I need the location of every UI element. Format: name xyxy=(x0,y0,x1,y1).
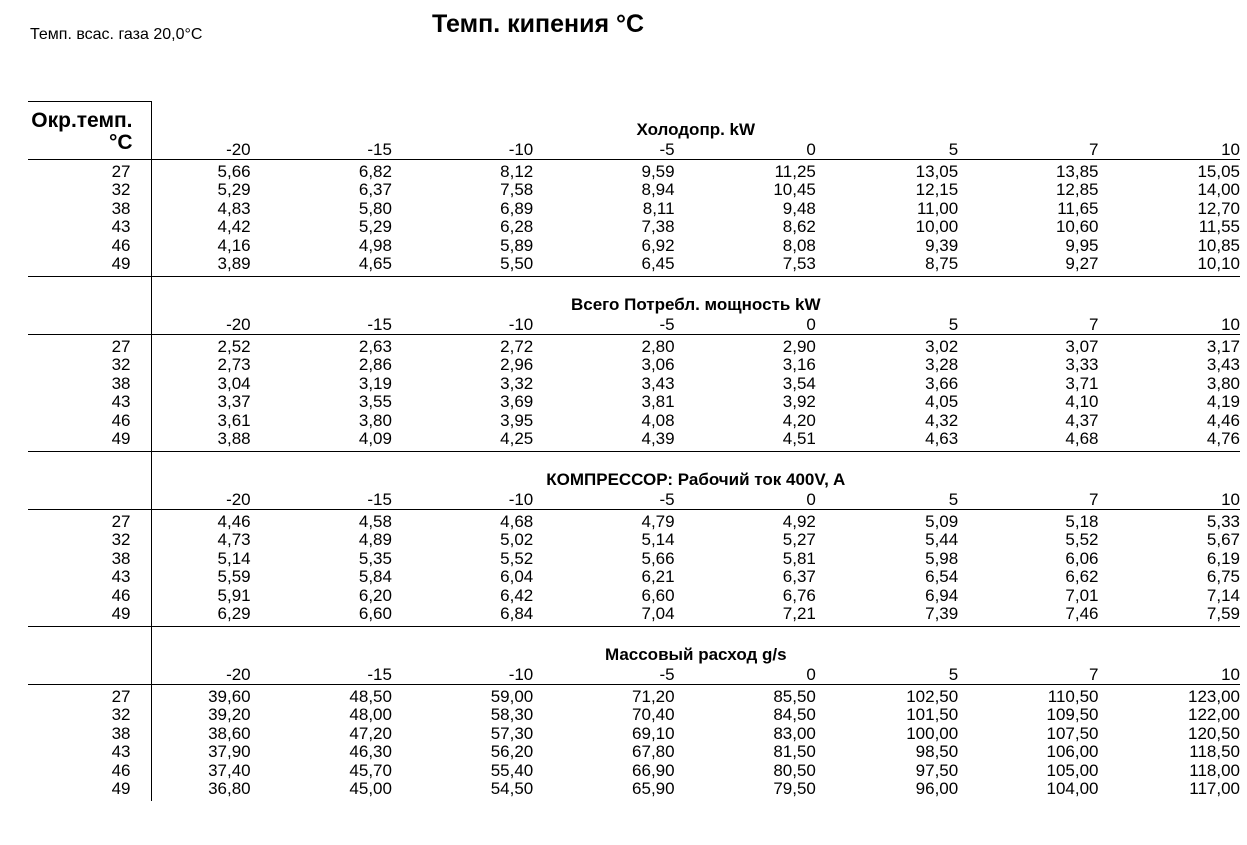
value-cell: 8,62 xyxy=(782,217,816,236)
value-cell: 105,00 xyxy=(1046,760,1099,780)
value-cell: 6,84 xyxy=(392,605,533,626)
value-cell: 39,20 xyxy=(208,705,251,724)
value-cell: 7,01 xyxy=(1065,585,1099,605)
value-cell: 4,37 xyxy=(1065,410,1099,430)
value-cell: 45,70 xyxy=(349,760,392,780)
value-cell: 3,02 xyxy=(925,336,959,356)
value-cell: 4,73 xyxy=(217,530,251,549)
value-cell: 12,15 xyxy=(915,180,959,199)
value-cell: 3,92 xyxy=(782,392,816,411)
value-cell: 120,50 xyxy=(1188,723,1240,743)
value-cell: 6,06 xyxy=(1065,548,1099,568)
evap-temp-header: 10 xyxy=(1099,490,1240,510)
value-cell: 5,29 xyxy=(358,217,392,236)
value-cell: 11,25 xyxy=(774,161,816,181)
evap-temp-header: -10 xyxy=(392,315,533,335)
ambient-temp-cell: 32 xyxy=(28,181,151,200)
page-title: Темп. кипения °C xyxy=(432,10,645,38)
value-cell: 15,05 xyxy=(1197,161,1240,181)
value-cell: 7,53 xyxy=(675,255,816,276)
value-cell: 3,95 xyxy=(500,410,534,430)
value-cell: 45,00 xyxy=(349,779,392,798)
value-cell: 3,17 xyxy=(1206,336,1240,356)
value-cell: 2,96 xyxy=(500,355,534,374)
section-title: Холодопр. kW xyxy=(636,119,756,139)
evap-temp-header: -15 xyxy=(251,315,392,335)
value-cell: 3,61 xyxy=(217,410,251,430)
table-row xyxy=(28,568,1240,587)
table-row xyxy=(28,159,1240,181)
evap-temp-header: 7 xyxy=(958,490,1098,510)
value-cell: 3,28 xyxy=(925,355,959,374)
table-row xyxy=(28,550,1240,569)
value-cell: 6,37 xyxy=(358,180,392,199)
value-cell: 11,55 xyxy=(1198,217,1240,236)
evap-temp-header-row xyxy=(28,140,1240,160)
value-cell: 4,68 xyxy=(958,430,1098,451)
value-cell: 6,89 xyxy=(500,198,534,218)
value-cell: 37,90 xyxy=(208,742,251,761)
value-cell: 6,45 xyxy=(533,255,674,276)
table-row xyxy=(28,237,1240,256)
value-cell: 96,00 xyxy=(915,779,959,798)
value-cell: 4,98 xyxy=(358,235,392,255)
value-cell: 5,66 xyxy=(641,548,675,568)
value-cell: 10,85 xyxy=(1197,235,1240,255)
evap-temp-header: 5 xyxy=(816,140,958,160)
value-cell: 5,81 xyxy=(782,548,816,568)
value-cell: 4,39 xyxy=(533,430,674,451)
evap-temp-header: -20 xyxy=(151,490,251,510)
value-cell: 5,35 xyxy=(358,548,392,568)
value-cell: 3,07 xyxy=(1065,336,1099,356)
value-cell: 8,94 xyxy=(641,180,675,199)
ambient-temp-cell: 46 xyxy=(28,412,151,431)
ambient-temp-cell: 43 xyxy=(28,568,151,587)
value-cell: 4,92 xyxy=(782,511,816,531)
value-cell: 5,84 xyxy=(358,567,392,586)
value-cell: 123,00 xyxy=(1188,686,1240,706)
section-title: КОМПРЕССОР: Рабочий ток 400V, A xyxy=(546,469,846,489)
table-row xyxy=(28,200,1240,219)
value-cell: 6,62 xyxy=(1065,567,1099,586)
value-cell: 4,46 xyxy=(1206,410,1240,430)
value-cell: 38,60 xyxy=(208,723,251,743)
ambient-temp-cell: 43 xyxy=(28,743,151,762)
value-cell: 5,89 xyxy=(500,235,534,255)
value-cell: 7,14 xyxy=(1206,585,1240,605)
value-cell: 5,14 xyxy=(217,548,251,568)
value-cell: 6,92 xyxy=(641,235,675,255)
value-cell: 106,00 xyxy=(1046,742,1099,761)
evap-temp-header: -20 xyxy=(151,665,251,685)
value-cell: 10,45 xyxy=(773,180,816,199)
evap-temp-header: -15 xyxy=(251,140,392,160)
value-cell: 5,02 xyxy=(500,530,534,549)
value-cell: 13,05 xyxy=(915,161,959,181)
value-cell: 3,88 xyxy=(151,430,251,451)
value-cell: 6,54 xyxy=(925,567,959,586)
evap-temp-header: -10 xyxy=(392,490,533,510)
evap-temp-header: -20 xyxy=(151,315,251,335)
value-cell: 3,89 xyxy=(151,255,251,276)
value-cell: 39,60 xyxy=(208,686,251,706)
value-cell: 66,90 xyxy=(632,760,675,780)
value-cell: 2,63 xyxy=(358,336,392,356)
value-cell: 3,06 xyxy=(641,355,675,374)
evap-temp-header: 10 xyxy=(1099,140,1240,160)
value-cell: 3,80 xyxy=(1206,373,1240,393)
value-cell: 4,76 xyxy=(1099,430,1240,451)
value-cell: 83,00 xyxy=(773,723,816,743)
evap-temp-header: 0 xyxy=(675,665,816,685)
value-cell: 11,65 xyxy=(1057,198,1099,218)
value-cell: 4,08 xyxy=(641,410,675,430)
value-cell: 59,00 xyxy=(490,686,534,706)
value-cell: 46,30 xyxy=(349,742,392,761)
evap-temp-header: -10 xyxy=(392,140,533,160)
evap-temp-header: 5 xyxy=(816,490,958,510)
value-cell: 65,90 xyxy=(632,779,675,798)
table-row xyxy=(28,706,1240,725)
value-cell: 6,60 xyxy=(641,585,675,605)
value-cell: 2,86 xyxy=(358,355,392,374)
table-row xyxy=(28,743,1240,762)
section-title-row xyxy=(28,626,1240,665)
evap-temp-header: -5 xyxy=(533,490,674,510)
value-cell: 48,00 xyxy=(349,705,392,724)
value-cell: 7,21 xyxy=(675,605,816,626)
value-cell: 5,59 xyxy=(217,567,251,586)
evap-temp-header: 0 xyxy=(675,490,816,510)
value-cell: 6,19 xyxy=(1206,548,1240,568)
value-cell: 56,20 xyxy=(490,742,534,761)
evap-temp-header: 7 xyxy=(958,140,1098,160)
value-cell: 4,42 xyxy=(217,217,251,236)
value-cell: 6,20 xyxy=(358,585,392,605)
value-cell: 101,50 xyxy=(906,705,959,724)
value-cell: 81,50 xyxy=(773,742,816,761)
ambient-temp-cell: 27 xyxy=(28,684,151,706)
value-cell: 4,25 xyxy=(392,430,533,451)
ambient-temp-cell: 49 xyxy=(28,780,151,801)
value-cell: 102,50 xyxy=(906,686,959,706)
value-cell: 5,98 xyxy=(925,548,959,568)
value-cell: 7,04 xyxy=(533,605,674,626)
value-cell: 97,50 xyxy=(915,760,959,780)
value-cell: 10,00 xyxy=(915,217,959,236)
value-cell: 2,80 xyxy=(641,336,675,356)
value-cell: 4,58 xyxy=(358,511,392,531)
value-cell: 8,75 xyxy=(816,255,958,276)
value-cell: 6,76 xyxy=(782,585,816,605)
value-cell: 6,37 xyxy=(782,567,816,586)
value-cell: 4,46 xyxy=(217,511,251,531)
value-cell: 8,08 xyxy=(782,235,816,255)
value-cell: 110,50 xyxy=(1047,686,1099,706)
value-cell: 4,19 xyxy=(1206,392,1240,411)
value-cell: 107,50 xyxy=(1046,723,1099,743)
value-cell: 100,00 xyxy=(906,723,959,743)
value-cell: 7,59 xyxy=(1099,605,1240,626)
evap-temp-header: 10 xyxy=(1099,315,1240,335)
value-cell: 3,19 xyxy=(358,373,392,393)
ambient-temp-cell: 43 xyxy=(28,218,151,237)
ambient-temp-cell: 46 xyxy=(28,237,151,256)
value-cell: 6,28 xyxy=(500,217,534,236)
value-cell: 3,32 xyxy=(500,373,534,393)
value-cell: 9,95 xyxy=(1065,235,1099,255)
value-cell: 4,16 xyxy=(217,235,251,255)
ambient-temp-cell: 49 xyxy=(28,255,151,276)
value-cell: 4,79 xyxy=(641,511,675,531)
value-cell: 67,80 xyxy=(632,742,675,761)
value-cell: 3,16 xyxy=(782,355,816,374)
value-cell: 118,50 xyxy=(1189,742,1240,761)
ambient-temp-cell: 49 xyxy=(28,430,151,451)
value-cell: 5,66 xyxy=(217,161,251,181)
table-row xyxy=(28,780,1240,801)
ambient-temp-cell: 38 xyxy=(28,375,151,394)
value-cell: 58,30 xyxy=(490,705,534,724)
table-row xyxy=(28,412,1240,431)
table-row xyxy=(28,181,1240,200)
value-cell: 8,11 xyxy=(642,198,675,218)
ambient-temp-cell: 38 xyxy=(28,550,151,569)
value-cell: 122,00 xyxy=(1188,705,1240,724)
value-cell: 12,85 xyxy=(1055,180,1099,199)
value-cell: 13,85 xyxy=(1055,161,1099,181)
value-cell: 5,67 xyxy=(1206,530,1240,549)
value-cell: 11,00 xyxy=(916,198,959,218)
value-cell: 5,52 xyxy=(500,548,534,568)
value-cell: 3,54 xyxy=(782,373,816,393)
value-cell: 71,20 xyxy=(632,686,675,706)
value-cell: 4,89 xyxy=(358,530,392,549)
value-cell: 3,81 xyxy=(641,392,675,411)
value-cell: 57,30 xyxy=(490,723,534,743)
value-cell: 36,80 xyxy=(208,779,251,798)
value-cell: 5,80 xyxy=(358,198,392,218)
section-title: Массовый расход g/s xyxy=(604,644,787,664)
value-cell: 6,75 xyxy=(1206,567,1240,586)
table-row xyxy=(28,762,1240,781)
value-cell: 12,70 xyxy=(1197,198,1240,218)
value-cell: 9,39 xyxy=(925,235,959,255)
value-cell: 3,66 xyxy=(925,373,959,393)
value-cell: 5,18 xyxy=(1065,511,1099,531)
value-cell: 85,50 xyxy=(773,686,816,706)
value-cell: 2,52 xyxy=(217,336,251,356)
value-cell: 9,27 xyxy=(958,255,1098,276)
suction-gas-temp-note: Темп. всас. газа 20,0°C xyxy=(30,26,203,43)
value-cell: 4,20 xyxy=(782,410,816,430)
evap-temp-header: -5 xyxy=(533,315,674,335)
section-title-row xyxy=(28,102,1240,140)
ambient-temp-cell: 46 xyxy=(28,762,151,781)
value-cell: 6,42 xyxy=(500,585,534,605)
value-cell: 5,91 xyxy=(217,585,251,605)
evap-temp-header: -15 xyxy=(251,665,392,685)
value-cell: 2,90 xyxy=(782,336,816,356)
value-cell: 4,68 xyxy=(500,511,534,531)
table-row xyxy=(28,587,1240,606)
value-cell: 80,50 xyxy=(773,760,816,780)
value-cell: 37,40 xyxy=(208,760,251,780)
value-cell: 3,69 xyxy=(500,392,534,411)
value-cell: 10,60 xyxy=(1055,217,1099,236)
value-cell: 4,51 xyxy=(675,430,816,451)
corner-cell xyxy=(28,276,151,334)
table-row xyxy=(28,430,1240,451)
value-cell: 4,05 xyxy=(925,392,959,411)
value-cell: 6,60 xyxy=(251,605,392,626)
section-title-row xyxy=(28,276,1240,315)
value-cell: 4,10 xyxy=(1065,392,1099,411)
value-cell: 3,55 xyxy=(358,392,392,411)
value-cell: 5,52 xyxy=(1065,530,1099,549)
table-row xyxy=(28,605,1240,626)
ambient-temp-cell: 49 xyxy=(28,605,151,626)
value-cell: 5,09 xyxy=(925,511,959,531)
value-cell: 4,65 xyxy=(251,255,392,276)
ambient-temp-cell: 27 xyxy=(28,334,151,356)
value-cell: 5,33 xyxy=(1206,511,1240,531)
ambient-temp-cell: 46 xyxy=(28,587,151,606)
value-cell: 5,29 xyxy=(217,180,251,199)
value-cell: 3,43 xyxy=(1206,355,1240,374)
value-cell: 3,43 xyxy=(641,373,675,393)
value-cell: 3,71 xyxy=(1065,373,1099,393)
table-row xyxy=(28,334,1240,356)
evap-temp-header: -20 xyxy=(151,140,251,160)
section-title-row xyxy=(28,451,1240,490)
value-cell: 54,50 xyxy=(490,779,534,798)
evap-temp-header: 7 xyxy=(958,665,1098,685)
evap-temp-header-row xyxy=(28,490,1240,510)
value-cell: 10,10 xyxy=(1099,255,1240,276)
table-row xyxy=(28,393,1240,412)
evap-temp-header: -10 xyxy=(392,665,533,685)
value-cell: 2,73 xyxy=(217,355,251,374)
value-cell: 70,40 xyxy=(632,705,675,724)
value-cell: 117,00 xyxy=(1189,779,1240,798)
ambient-temp-cell: 32 xyxy=(28,706,151,725)
value-cell: 7,46 xyxy=(958,605,1098,626)
ambient-temp-cell: 38 xyxy=(28,725,151,744)
value-cell: 6,94 xyxy=(925,585,959,605)
value-cell: 79,50 xyxy=(773,779,816,798)
value-cell: 9,48 xyxy=(782,198,816,218)
ambient-temp-cell: 32 xyxy=(28,356,151,375)
corner-cell xyxy=(28,451,151,509)
ambient-temp-cell: 38 xyxy=(28,200,151,219)
value-cell: 4,32 xyxy=(925,410,959,430)
ambient-temp-header: Окр.темп. °C xyxy=(28,102,151,160)
value-cell: 6,29 xyxy=(151,605,251,626)
value-cell: 4,83 xyxy=(217,198,251,218)
value-cell: 6,04 xyxy=(500,567,534,586)
evap-temp-header: 5 xyxy=(816,315,958,335)
evap-temp-header: 0 xyxy=(675,140,816,160)
value-cell: 8,12 xyxy=(500,161,534,181)
ambient-temp-cell: 27 xyxy=(28,159,151,181)
evap-temp-header: -5 xyxy=(533,665,674,685)
value-cell: 7,39 xyxy=(816,605,958,626)
value-cell: 5,44 xyxy=(925,530,959,549)
ambient-temp-cell: 32 xyxy=(28,531,151,550)
value-cell: 55,40 xyxy=(490,760,534,780)
value-cell: 4,63 xyxy=(816,430,958,451)
value-cell: 109,50 xyxy=(1046,705,1099,724)
value-cell: 2,72 xyxy=(500,336,534,356)
table-row xyxy=(28,255,1240,276)
table-row xyxy=(28,684,1240,706)
value-cell: 7,38 xyxy=(641,217,675,236)
value-cell: 6,82 xyxy=(358,161,392,181)
table-row xyxy=(28,356,1240,375)
table-row xyxy=(28,725,1240,744)
section-title: Всего Потребл. мощность kW xyxy=(570,294,821,314)
evap-temp-header: -5 xyxy=(533,140,674,160)
table-row xyxy=(28,531,1240,550)
performance-table xyxy=(28,101,1240,801)
ambient-temp-cell: 27 xyxy=(28,509,151,531)
value-cell: 69,10 xyxy=(632,723,675,743)
evap-temp-header: -15 xyxy=(251,490,392,510)
ambient-temp-cell: 43 xyxy=(28,393,151,412)
value-cell: 5,14 xyxy=(641,530,675,549)
value-cell: 118,00 xyxy=(1189,760,1240,780)
value-cell: 104,00 xyxy=(1046,779,1099,798)
table-row xyxy=(28,509,1240,531)
value-cell: 6,21 xyxy=(641,567,675,586)
value-cell: 4,09 xyxy=(251,430,392,451)
corner-cell xyxy=(28,626,151,684)
table-row xyxy=(28,375,1240,394)
value-cell: 48,50 xyxy=(349,686,392,706)
value-cell: 3,33 xyxy=(1065,355,1099,374)
value-cell: 5,50 xyxy=(392,255,533,276)
value-cell: 3,80 xyxy=(358,410,392,430)
value-cell: 98,50 xyxy=(915,742,959,761)
evap-temp-header: 5 xyxy=(816,665,958,685)
evap-temp-header: 0 xyxy=(675,315,816,335)
evap-temp-header: 7 xyxy=(958,315,1098,335)
evap-temp-header: 10 xyxy=(1099,665,1240,685)
table-row xyxy=(28,218,1240,237)
evap-temp-header-row xyxy=(28,665,1240,685)
evap-temp-header-row xyxy=(28,315,1240,335)
value-cell: 3,37 xyxy=(217,392,251,411)
value-cell: 3,04 xyxy=(217,373,251,393)
value-cell: 47,20 xyxy=(349,723,392,743)
value-cell: 7,58 xyxy=(500,180,534,199)
value-cell: 14,00 xyxy=(1197,180,1240,199)
value-cell: 5,27 xyxy=(782,530,816,549)
value-cell: 9,59 xyxy=(641,161,675,181)
value-cell: 84,50 xyxy=(773,705,816,724)
